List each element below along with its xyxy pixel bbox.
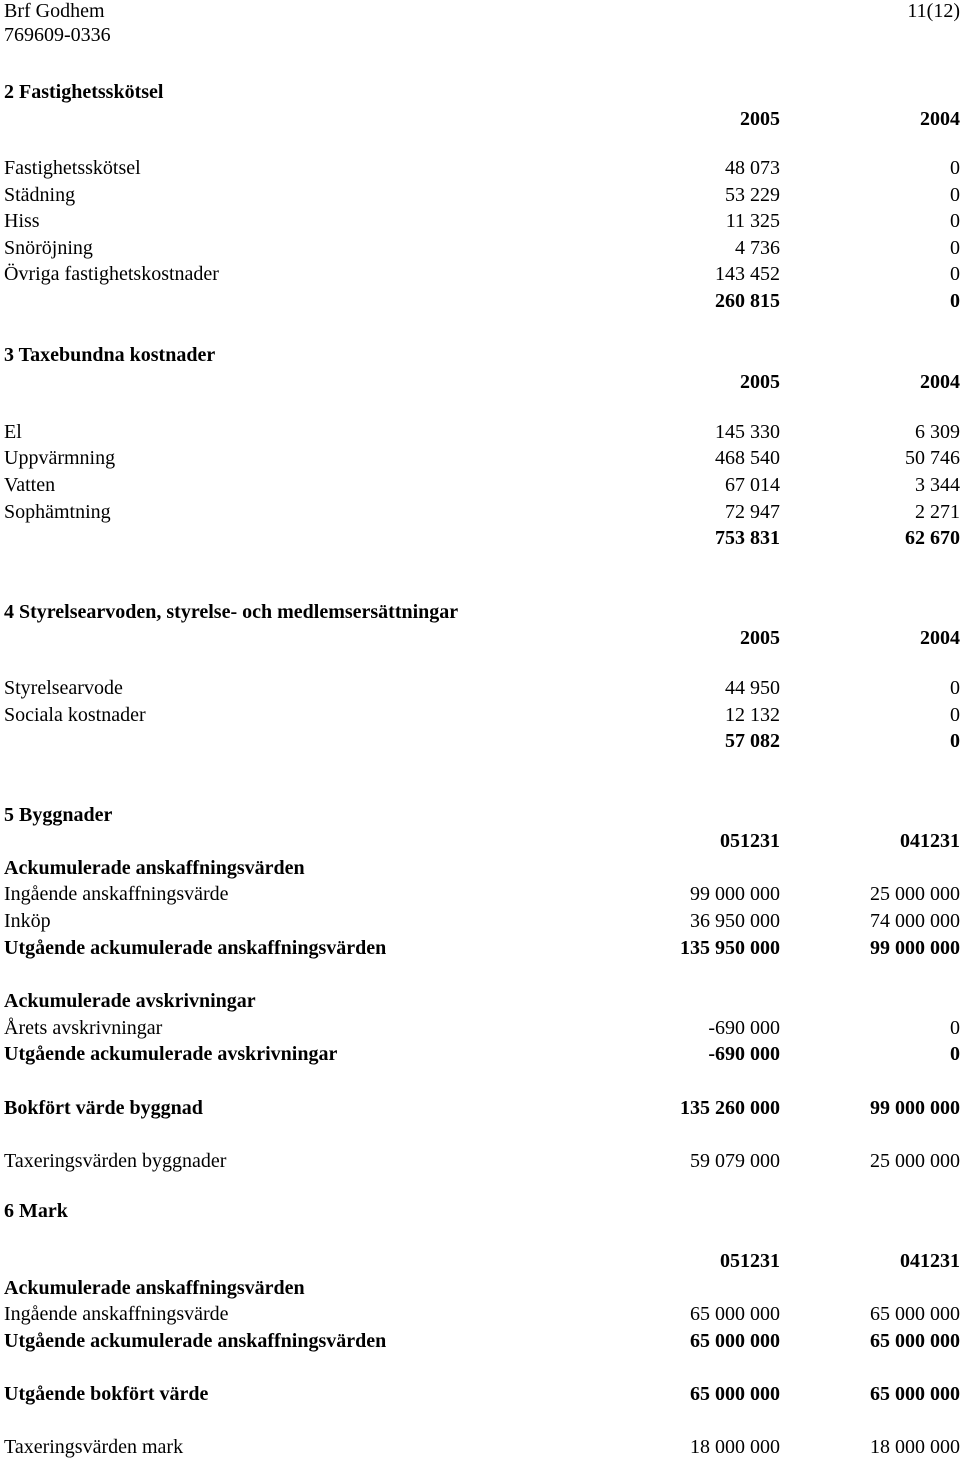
table-row: Taxeringsvärden mark 18 000 000 18 000 000 [4,1436,960,1458]
note6-column-headers: 051231 041231 [720,1250,960,1272]
page-header-line2 [4,22,960,48]
table-row: Uppvärmning 468 540 50 746 [4,447,960,469]
table-row: Ingående anskaffningsvärde 99 000 000 25 000 000 [4,883,960,905]
table-row: Städning 53 229 0 [4,184,960,206]
note6-title: 6 Mark [4,1200,68,1222]
note3-title: 3 Taxebundna kostnader [4,344,216,366]
note6-acq-heading: Ackumulerade anskaffningsvärden [4,1277,305,1299]
note2-column-headers: 2005 2004 [740,108,960,130]
table-row: Utgående ackumulerade anskaffningsvärden 65 000 000 65 000 000 [4,1330,960,1352]
table-row: Bokfört värde byggnad 135 260 000 99 000 000 [4,1097,960,1119]
table-row: Hiss 11 325 0 [4,210,960,232]
table-row: Övriga fastighetskostnader 143 452 0 [4,263,960,285]
note2-total-row: 260 815 0 [715,290,960,312]
table-row: Utgående bokfört värde 65 000 000 65 000 000 [4,1383,960,1405]
table-row: Styrelsearvode 44 950 0 [4,677,960,699]
table-row: Inköp 36 950 000 74 000 000 [4,910,960,932]
table-row: Ingående anskaffningsvärde 65 000 000 65 000 000 [4,1303,960,1325]
table-row: Sophämtning 72 947 2 271 [4,501,960,523]
note5-acq-heading: Ackumulerade anskaffningsvärden [4,857,305,879]
note4-column-headers: 2005 2004 [740,627,960,649]
page-number: 11(12) [907,0,960,22]
table-row: Utgående ackumulerade anskaffningsvärden 135 950 000 99 000 000 [4,937,960,959]
note2-title: 2 Fastighetsskötsel [4,81,164,103]
note5-column-headers: 051231 041231 [720,830,960,852]
note4-total-row: 57 082 0 [725,730,960,752]
note3-column-headers: 2005 2004 [740,371,960,393]
table-row: Årets avskrivningar -690 000 0 [4,1017,960,1039]
org-number: 769609-0336 [4,24,111,46]
page-header-line1 [4,0,960,24]
table-row: Fastighetsskötsel 48 073 0 [4,157,960,179]
note4-title: 4 Styrelsearvoden, styrelse- och medlemsersättningar [4,601,459,623]
note5-title: 5 Byggnader [4,804,113,826]
table-row: Taxeringsvärden byggnader 59 079 000 25 000 000 [4,1150,960,1172]
table-row: Vatten 67 014 3 344 [4,474,960,496]
note3-total-row: 753 831 62 670 [715,527,960,549]
table-row: Sociala kostnader 12 132 0 [4,704,960,726]
org-name: Brf Godhem [4,0,105,22]
note5-dep-heading: Ackumulerade avskrivningar [4,990,256,1012]
table-row: El 145 330 6 309 [4,421,960,443]
table-row: Utgående ackumulerade avskrivningar -690 000 0 [4,1043,960,1065]
table-row: Snöröjning 4 736 0 [4,237,960,259]
